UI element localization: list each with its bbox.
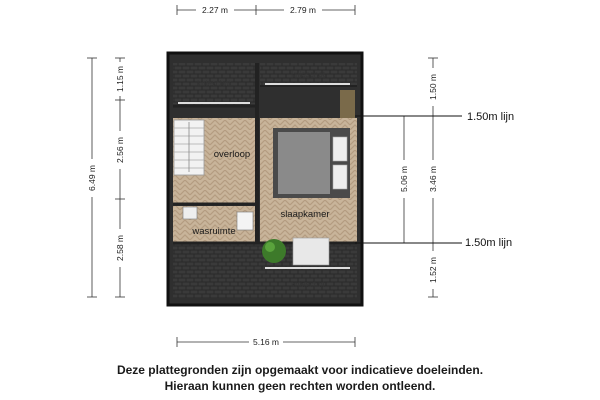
room-wasruimte: wasruimte bbox=[192, 226, 236, 237]
closet bbox=[340, 90, 355, 118]
plant-icon bbox=[262, 239, 286, 263]
chair bbox=[293, 238, 329, 265]
room-slaapkamer: slaapkamer bbox=[280, 209, 330, 220]
staircase bbox=[174, 120, 204, 175]
bottom-dimension bbox=[177, 336, 355, 348]
room-overloop: overloop bbox=[213, 149, 251, 160]
dim-top-right: 2.79 m bbox=[290, 5, 316, 15]
dim-left-upper: 1.15 m bbox=[115, 66, 125, 92]
height-line-bottom-label: 1.50m lijn bbox=[465, 237, 513, 249]
dim-left-middle: 2.56 m bbox=[115, 137, 125, 163]
left-dimensions bbox=[86, 58, 126, 297]
dim-left-total: 6.49 m bbox=[87, 165, 97, 191]
washing-machine bbox=[183, 207, 197, 219]
room-knieschot-left: knieschot bbox=[197, 79, 231, 88]
sink bbox=[237, 212, 253, 230]
dim-right-upper: 1.50 m bbox=[428, 74, 438, 100]
dim-right-middle: 3.46 m bbox=[428, 166, 438, 192]
dim-bottom: 5.16 m bbox=[253, 337, 279, 347]
top-dimension bbox=[177, 4, 355, 16]
right-dimensions bbox=[398, 58, 439, 297]
dim-right-lower: 1.52 m bbox=[428, 257, 438, 283]
disclaimer-line-1: Deze plattegronden zijn opgemaakt voor indicatieve doeleinden. bbox=[116, 363, 484, 377]
height-line-top-label: 1.50m lijn bbox=[467, 111, 515, 123]
dim-top-left: 2.27 m bbox=[202, 5, 228, 15]
dim-left-lower: 2.58 m bbox=[115, 235, 125, 261]
disclaimer-line-2: Hieraan kunnen geen rechten worden ontleend. bbox=[164, 379, 436, 393]
bed bbox=[273, 128, 350, 198]
dim-right-inner: 5.06 m bbox=[399, 166, 409, 192]
room-knieschot-right: knieschot bbox=[291, 70, 325, 79]
room-knieschot-bottom: knieschot bbox=[291, 280, 325, 289]
